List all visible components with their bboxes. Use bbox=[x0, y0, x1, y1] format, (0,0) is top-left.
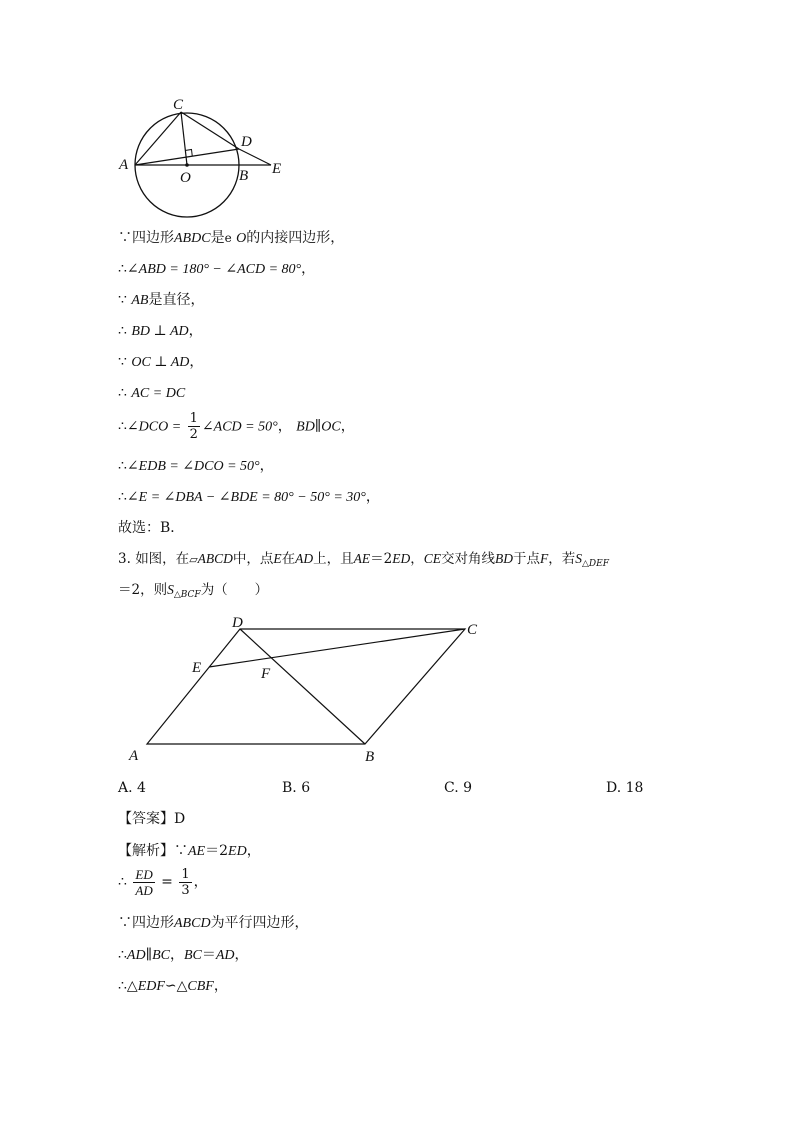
analysis-label: 【解析】 bbox=[118, 843, 174, 859]
segment-ce bbox=[209, 629, 465, 667]
solution-line-3: ∵ AB是直径， bbox=[118, 292, 205, 308]
analysis-line-4: ∴AD∥BC，BC＝AD， bbox=[118, 947, 249, 963]
label-f: F bbox=[261, 666, 271, 682]
label-d: D bbox=[241, 134, 252, 150]
label-e: E bbox=[192, 660, 202, 676]
question-3-line-2: ＝2，则$S_{\triangle BCF}$为（ ） bbox=[118, 582, 269, 600]
solution-line-9: ∴∠E = ∠DBA − ∠BDE = 80° − 50° = 30°， bbox=[118, 489, 380, 505]
answer-label: 【答案】 bbox=[118, 811, 174, 827]
solution-line-6: ∴ AC = DC bbox=[118, 385, 186, 401]
label-a: A bbox=[129, 748, 139, 764]
fraction-one-third: $\frac{1}{3}$ bbox=[181, 866, 190, 898]
option-b: B. 6 bbox=[282, 780, 311, 796]
label-d: D bbox=[232, 615, 243, 631]
question-3-line-1: 3. 如图，在▱ABCD中，点E在AD上，且AE＝2ED，CE交对角线BD于点F，若$S_{\triangle DEF}$ bbox=[118, 551, 609, 569]
parallelogram-figure bbox=[125, 608, 495, 770]
solution-line-8: ∴∠EDB = ∠DCO = 50°， bbox=[118, 458, 274, 474]
solution-line-2: ∴∠ABD = 180° − ∠ACD = 80°， bbox=[118, 261, 316, 277]
fraction-ed-ad: $\frac{ED}{AD}$ bbox=[135, 866, 153, 898]
option-a: A. 4 bbox=[118, 780, 146, 796]
label-o: O bbox=[180, 170, 191, 186]
circle-figure bbox=[115, 92, 295, 227]
analysis-line-3: ∵四边形ABCD为平行四边形， bbox=[118, 915, 309, 931]
label-c: C bbox=[467, 622, 478, 638]
answer-line bbox=[118, 810, 185, 828]
parallelogram-abcd bbox=[147, 629, 465, 744]
center-point-o bbox=[185, 163, 189, 167]
answer-value: D bbox=[174, 811, 186, 827]
analysis-line-1: 【解析】∵AE＝2ED， bbox=[118, 843, 261, 859]
segment-de bbox=[239, 149, 271, 165]
option-d: D. 18 bbox=[606, 780, 644, 796]
analysis-line-2: ∴ $\frac{ED}{AD}$ = $\frac{1}{3}$ ， bbox=[118, 866, 208, 898]
segment-cd bbox=[181, 112, 239, 149]
fraction-one-half: $\frac{1}{2}$ bbox=[189, 411, 198, 442]
solution-line-7: ∴∠DCO = $\frac{1}{2}$ ∠ACD = 50°， BD∥OC， bbox=[118, 411, 355, 442]
solution-line-4: ∴ BD ⊥ AD， bbox=[118, 323, 203, 339]
option-c: C. 9 bbox=[444, 780, 473, 796]
solution-line-5: ∵ OC ⊥ AD， bbox=[118, 354, 204, 370]
label-b: B bbox=[239, 168, 249, 184]
analysis-line-5: ∴△EDF∽△CBF， bbox=[118, 978, 228, 994]
label-b: B bbox=[365, 749, 375, 765]
label-a: A bbox=[119, 157, 129, 173]
solution-line-1: ∵四边形ABDC是e O的内接四边形， bbox=[118, 230, 345, 246]
solution-line-10: 故选：B． bbox=[118, 520, 185, 536]
label-e: E bbox=[272, 161, 282, 177]
label-c: C bbox=[173, 97, 184, 113]
